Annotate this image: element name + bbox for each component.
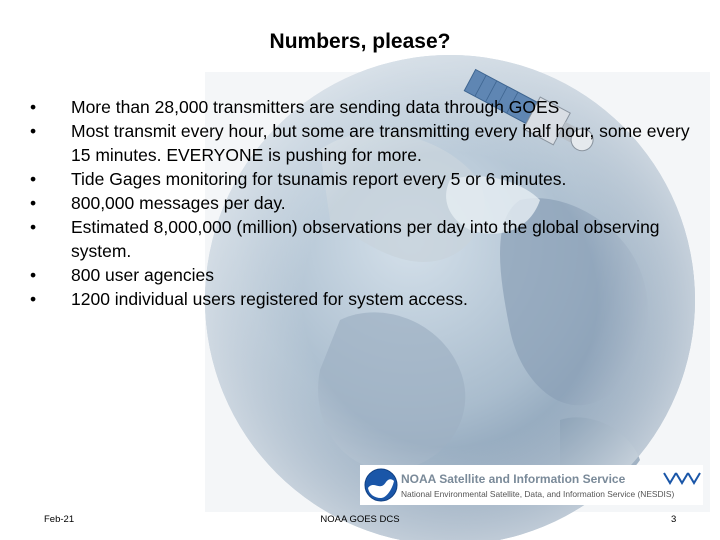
bullet-marker: • [30,289,37,309]
slide-title: Numbers, please? [269,30,451,53]
noaa-banner [360,465,703,505]
bullet-marker: • [30,97,37,117]
noaa-logo-icon [364,468,398,502]
bullet-text: Estimated 8,000,000 (million) observations per day into the global observing system. [71,217,660,261]
bullet-item [30,119,690,167]
bullet-marker: • [30,169,37,189]
bullet-text: 1200 individual users registered for system access. [71,289,468,309]
bullet-item [30,263,690,287]
bullet-marker: • [30,265,37,285]
bullet-marker: • [30,193,37,213]
bullet-item [30,287,690,311]
waves-icon [662,469,702,489]
bullet-text: Most transmit every hour, but some are transmitting every half hour, some every 15 minutes. EVERYONE is pushing for more. [71,121,690,165]
bullet-text: 800 user agencies [71,265,215,285]
bullet-text: 800,000 messages per day. [71,193,286,213]
footer-date: Feb-21 [44,514,75,525]
bullet-text: Tide Gages monitoring for tsunamis report every 5 or 6 minutes. [71,169,567,189]
bullet-marker: • [30,217,37,237]
bullet-item [30,215,690,263]
footer-center-label: NOAA GOES DCS [320,514,400,525]
banner-title: NOAA Satellite and Information Service [401,472,626,486]
bullet-item [30,191,690,215]
page-number: 3 [671,514,677,525]
bullet-text: More than 28,000 transmitters are sending data through GOES [71,97,560,117]
bullet-list [30,95,690,311]
bullet-marker: • [30,121,37,141]
bullet-item [30,167,690,191]
banner-subtitle: National Environmental Satellite, Data, and Information Service (NESDIS) [401,489,675,499]
bullet-item [30,95,690,119]
